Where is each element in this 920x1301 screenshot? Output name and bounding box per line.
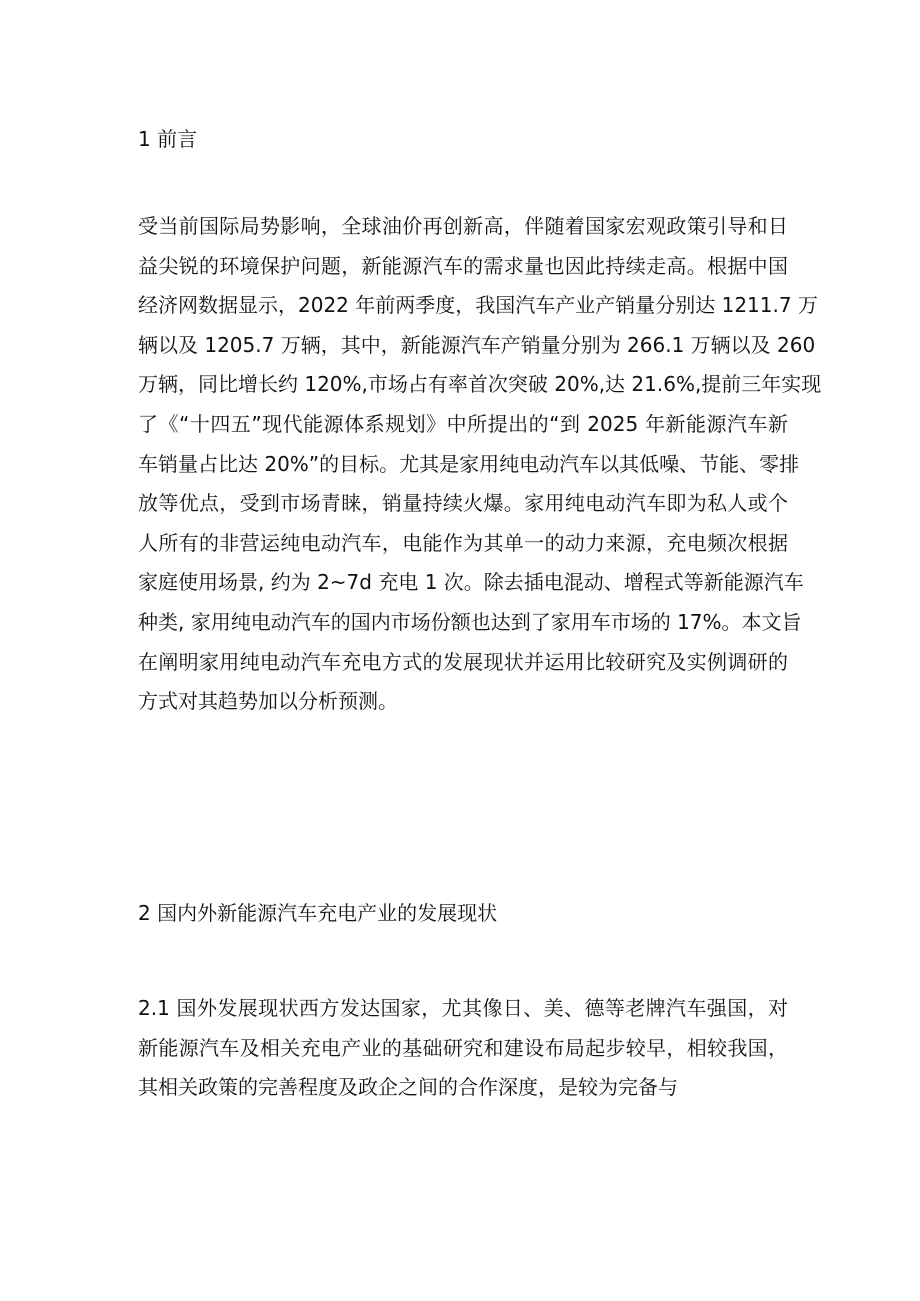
paragraph-line: 新能源汽车及相关充电产业的基础研究和建设布局起步较早，相较我国， [138,1035,788,1060]
section-2-paragraph [138,989,788,1108]
paragraph-line: 经济网数据显示，2022 年前两季度，我国汽车产业产销量分别达 1211.7 万 [138,293,818,318]
paragraph-line: 2.1 国外发展现状西方发达国家，尤其像日、美、德等老牌汽车强国，对 [138,996,788,1020]
paragraph-line: 人所有的非营运纯电动汽车，电能作为其单一的动力来源，充电频次根据 [138,530,788,555]
paragraph-line: 了《“十四五”现代能源体系规划》中所提出的“到 2025 年新能源汽车新 [138,411,788,436]
paragraph-line: 在阐明家用纯电动汽车充电方式的发展现状并运用比较研究及实例调研的 [138,649,788,674]
paragraph-line: 放等优点，受到市场青睐，销量持续火爆。家用纯电动汽车即为私人或个 [138,491,788,516]
paragraph-line: 万辆，同比增长约 120%,市场占有率首次突破 20%,达 21.6%,提前三年实现 [138,372,822,397]
paragraph-line: 其相关政策的完善程度及政企之间的合作深度，是较为完备与 [138,1075,678,1100]
section-1-heading: 1 前言 [138,127,198,151]
paragraph-line: 种类, 家用纯电动汽车的国内市场份额也达到了家用车市场的 17%。本文旨 [138,609,802,634]
paragraph-line: 家庭使用场景, 约为 2~7d 充电 1 次。除去插电混动、增程式等新能源汽车 [138,570,804,595]
paragraph-line: 方式对其趋势加以分析预测。 [138,689,398,714]
paragraph-line: 辆以及 1205.7 万辆，其中，新能源汽车产销量分别为 266.1 万辆以及 260 [138,332,816,357]
section-1-paragraph [138,207,822,722]
paragraph-line: 益尖锐的环境保护问题，新能源汽车的需求量也因此持续走高。根据中国 [138,253,788,278]
paragraph-line: 受当前国际局势影响，全球油价再创新高，伴随着国家宏观政策引导和日 [138,214,788,238]
section-2-heading: 2 国内外新能源汽车充电产业的发展现状 [138,901,498,925]
paragraph-line: 车销量占比达 20%”的目标。尤其是家用纯电动汽车以其低噪、节能、零排 [138,451,800,476]
